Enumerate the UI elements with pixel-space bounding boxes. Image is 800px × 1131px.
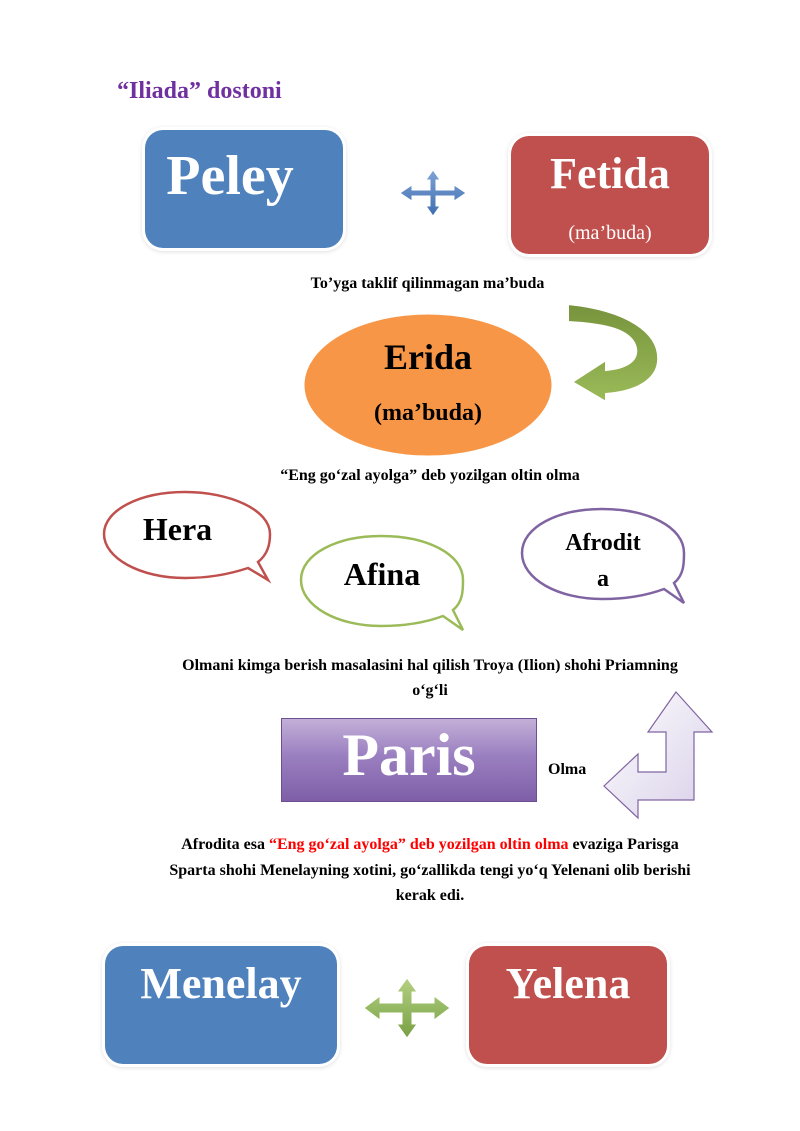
paris-label: Paris [342, 722, 476, 788]
erida-note: (ma’buda) [373, 400, 482, 426]
caption-afrodita-highlight: “Eng go‘zal ayolga” deb yozilgan oltin olma [268, 836, 569, 853]
peley-box [145, 130, 343, 248]
erida-label: Erida [383, 337, 472, 377]
hera-label: Hera [142, 511, 213, 547]
afrodita-bubble [518, 505, 690, 609]
menelay-label: Menelay [140, 959, 302, 1008]
diagram-title: “Iliada” dostoni [117, 78, 282, 104]
four-way-arrow-icon [398, 168, 468, 218]
caption-afrodita-post: evaziga Parisga [568, 836, 679, 853]
caption-afrodita-promise-line3: kerak edi. [395, 887, 465, 904]
caption-priam-son-line2: o‘g‘li [412, 682, 448, 699]
corner-arrow-icon [602, 690, 714, 820]
yelena-box [469, 946, 667, 1064]
paris-box [281, 718, 537, 802]
caption-afrodita-promise-line2: Sparta shohi Menelayning xotini, go‘zallikda tengi yo‘q Yelenani olib berishi [169, 862, 691, 879]
erida-ellipse [300, 310, 556, 460]
peley-label: Peley [166, 145, 294, 207]
caption-afrodita-pre: Afrodita esa [181, 836, 269, 853]
yelena-label: Yelena [505, 959, 631, 1008]
afrodita-label-line2: a [597, 566, 609, 592]
caption-afrodita-promise-line1 [90, 836, 770, 854]
curved-arrow-icon [566, 302, 666, 402]
caption-priam-son-line1: Olmani kimga berish masalasini hal qilish Troya (Ilion) shohi Priamning [182, 657, 678, 674]
four-way-arrow-icon [362, 976, 452, 1040]
afina-label: Afina [343, 556, 421, 592]
menelay-box [105, 946, 337, 1064]
fetida-box [511, 136, 709, 254]
caption-uninvited-goddess: To’yga taklif qilinmagan ma’buda [310, 275, 545, 292]
olma-label: Olma [548, 761, 587, 778]
fetida-note: (ma’buda) [568, 222, 652, 244]
fetida-label: Fetida [550, 149, 670, 198]
caption-golden-apple: “Eng go‘zal ayolga” deb yozilgan oltin olma [280, 467, 580, 484]
afrodita-label-line1: Afrodit [565, 530, 641, 556]
